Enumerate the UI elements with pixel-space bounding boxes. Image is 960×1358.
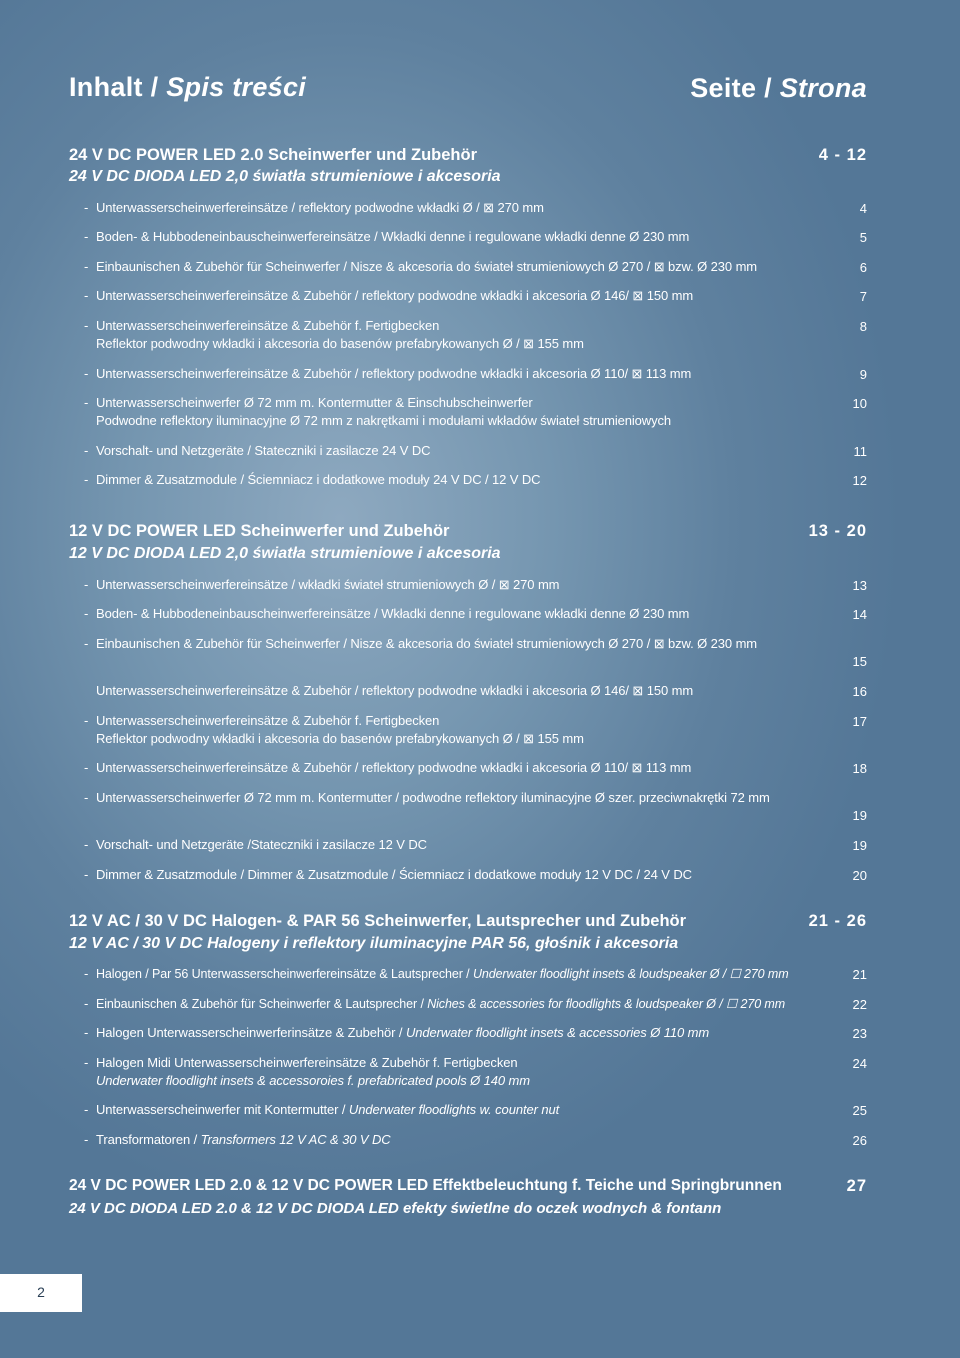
toc-entry-page: 16 [852, 684, 867, 699]
section-3-pages: 21 - 26 [808, 912, 867, 930]
toc-heading-pl: Spis treści [166, 72, 307, 102]
toc-entry-en: Niches & accessories for floodlights & loudspeaker Ø / ☐ 270 mm [427, 997, 786, 1011]
toc-entry[interactable]: Unterwasserscheinwerfer Ø 72 mm m. Kontermutter & Einschubscheinwerfer [96, 395, 533, 410]
toc-entry[interactable]: Einbaunischen & Zubehör für Scheinwerfer / Nisze & akcesoria do świateł strumieniowych Ø 270 / ⊠ bzw. Ø 230 mm [96, 636, 758, 651]
toc-entry[interactable]: Unterwasserscheinwerfereinsätze & Zubehör / reflektory podwodne wkładki i akcesoria Ø 146/ ⊠ 150 mm [96, 683, 694, 698]
toc-entry-page: 10 [852, 396, 867, 411]
toc-entry[interactable] [96, 1132, 391, 1147]
toc-entry-page: 26 [852, 1133, 867, 1148]
toc-entry[interactable]: Unterwasserscheinwerfereinsätze & Zubehör / reflektory podwodne wkładki i akcesoria Ø 146/ ⊠ 150 mm [96, 288, 694, 303]
toc-entry-page: 14 [852, 607, 867, 622]
toc-entry-page: 19 [852, 808, 867, 823]
toc-entry-page: 9 [859, 367, 867, 382]
section-1-pages: 4 - 12 [818, 146, 867, 164]
toc-entry[interactable] [96, 996, 785, 1011]
section-4-title: 24 V DC POWER LED 2.0 & 12 V DC POWER LED Effektbeleuchtung f. Teiche und Springbrunnen [69, 1177, 782, 1194]
toc-entry[interactable]: Unterwasserscheinwerfereinsätze & Zubehör f. Fertigbecken [96, 713, 440, 728]
toc-entry[interactable]: Dimmer & Zusatzmodule / Ściemniacz i dodatkowe moduły 24 V DC / 12 V DC [96, 472, 541, 487]
section-2-subtitle: 12 V DC DIODA LED 2,0 światła strumieniowe i akcesoria [69, 545, 501, 562]
toc-entry[interactable]: Unterwasserscheinwerfereinsätze / reflektory podwodne wkładki Ø / ⊠ 270 mm [96, 200, 544, 215]
toc-entry[interactable]: Unterwasserscheinwerfereinsätze / wkładki świateł strumieniowych Ø / ⊠ 270 mm [96, 577, 560, 592]
toc-entry-de: Unterwasserscheinwerfer mit Kontermutter / [96, 1102, 346, 1117]
toc-entry[interactable]: Vorschalt- und Netzgeräte /Stateczniki i zasilacze 12 V DC [96, 837, 427, 852]
toc-entry[interactable]: Halogen Midi Unterwasserscheinwerfereinsätze & Zubehör f. Fertigbecken [96, 1055, 518, 1070]
toc-entry-en: Underwater floodlights w. counter nut [348, 1102, 560, 1117]
section-2-pages: 13 - 20 [808, 522, 867, 540]
toc-heading-de: Inhalt / [69, 72, 159, 102]
section-4-pages: 27 [846, 1177, 867, 1195]
toc-entry[interactable]: Einbaunischen & Zubehör für Scheinwerfer / Nisze & akcesoria do świateł strumieniowych Ø 270 / ⊠ bzw. Ø 230 mm [96, 259, 758, 274]
section-1-title: 24 V DC POWER LED 2.0 Scheinwerfer und Zubehör [69, 146, 477, 164]
toc-entry[interactable] [96, 1025, 709, 1040]
toc-entry-page: 13 [852, 578, 867, 593]
toc-entry-en: Underwater floodlight insets & accessories Ø 110 mm [405, 1025, 710, 1040]
toc-entry-de: Einbaunischen & Zubehör für Scheinwerfer & Lautsprecher / [96, 997, 424, 1011]
toc-entry-page: 23 [852, 1026, 867, 1041]
toc-entry-page: 25 [852, 1103, 867, 1118]
toc-entry-line2[interactable]: Podwodne reflektory iluminacyjne Ø 72 mm z nakrętkami i modułami wkładów świateł strumieniowych [96, 413, 671, 428]
toc-entry[interactable] [96, 966, 789, 981]
toc-entry-de: Transformatoren / [96, 1132, 198, 1147]
toc-entry-page: 18 [852, 761, 867, 776]
toc-entry-page: 20 [852, 868, 867, 883]
toc-entry-page: 22 [852, 997, 867, 1012]
toc-entry[interactable]: Boden- & Hubbodeneinbauscheinwerfereinsätze / Wkładki denne i regulowane wkładki denne Ø 230 mm [96, 229, 690, 244]
page-number: 2 [37, 1284, 45, 1300]
page-column-heading-pl: Strona [779, 73, 867, 103]
toc-entry[interactable]: Unterwasserscheinwerfereinsätze & Zubehör / reflektory podwodne wkładki i akcesoria Ø 110/ ⊠ 113 mm [96, 366, 692, 381]
toc-entry-page: 7 [859, 289, 867, 304]
toc-entry-page: 17 [852, 714, 867, 729]
toc-entry[interactable]: Boden- & Hubbodeneinbauscheinwerfereinsätze / Wkładki denne i regulowane wkładki denne Ø 230 mm [96, 606, 690, 621]
toc-entry-en: Transformers 12 V AC & 30 V DC [200, 1132, 391, 1147]
toc-entry-de: Halogen / Par 56 Unterwasserscheinwerfereinsätze & Lautsprecher / [96, 967, 470, 981]
section-4-subtitle: 24 V DC DIODA LED 2.0 & 12 V DC DIODA LED efekty świetlne do oczek wodnych & fontann [69, 1200, 722, 1217]
section-3-title: 12 V AC / 30 V DC Halogen- & PAR 56 Scheinwerfer, Lautsprecher und Zubehör [69, 912, 687, 930]
toc-entry-page: 8 [859, 319, 867, 334]
page-column-heading-de: Seite / [690, 73, 772, 103]
toc-entry-page: 15 [852, 654, 867, 669]
section-3-subtitle: 12 V AC / 30 V DC Halogeny i reflektory iluminacyjne PAR 56, głośnik i akcesoria [69, 935, 679, 952]
toc-entry-page: 6 [859, 260, 867, 275]
section-1-subtitle: 24 V DC DIODA LED 2,0 światła strumieniowe i akcesoria [69, 168, 501, 185]
toc-entry-page: 21 [852, 967, 867, 982]
toc-entry[interactable]: Unterwasserscheinwerfereinsätze & Zubehör / reflektory podwodne wkładki i akcesoria Ø 110/ ⊠ 113 mm [96, 760, 692, 775]
page-column-heading [690, 73, 867, 104]
toc-entry-de: Halogen Unterwasserscheinwerferinsätze & Zubehör / [96, 1025, 403, 1040]
toc-entry-line2[interactable]: Reflektor podwodny wkładki i akcesoria do basenów prefabrykowanych Ø / ⊠ 155 mm [96, 336, 584, 351]
toc-entry[interactable]: Vorschalt- und Netzgeräte / Stateczniki i zasilacze 24 V DC [96, 443, 431, 458]
toc-entry-line2[interactable]: Reflektor podwodny wkładki i akcesoria do basenów prefabrykowanych Ø / ⊠ 155 mm [96, 731, 584, 746]
toc-entry[interactable]: Dimmer & Zusatzmodule / Dimmer & Zusatzmodule / Ściemniacz i dodatkowe moduły 12 V DC / 24 V DC [96, 867, 692, 882]
toc-entry-page: 12 [852, 473, 867, 488]
toc-entry[interactable]: Unterwasserscheinwerfer Ø 72 mm m. Kontermutter / podwodne reflektory iluminacyjne Ø szer. przeciwnakrętki 72 mm [96, 790, 770, 805]
toc-entry[interactable] [96, 1102, 559, 1117]
toc-entry-page: 19 [852, 838, 867, 853]
toc-entry-line2[interactable]: Underwater floodlight insets & accessoroies f. prefabricated pools Ø 140 mm [96, 1073, 530, 1088]
toc-entry-page: 5 [859, 230, 867, 245]
toc-entry-page: 11 [853, 444, 867, 459]
toc-entry-page: 24 [852, 1056, 867, 1071]
section-2-title: 12 V DC POWER LED Scheinwerfer und Zubehör [69, 522, 450, 540]
toc-heading [69, 72, 306, 103]
toc-entry-en: Underwater floodlight insets & loudspeaker Ø / ☐ 270 mm [472, 967, 789, 981]
toc-entry-page: 4 [859, 201, 867, 216]
toc-entry[interactable]: Unterwasserscheinwerfereinsätze & Zubehör f. Fertigbecken [96, 318, 440, 333]
